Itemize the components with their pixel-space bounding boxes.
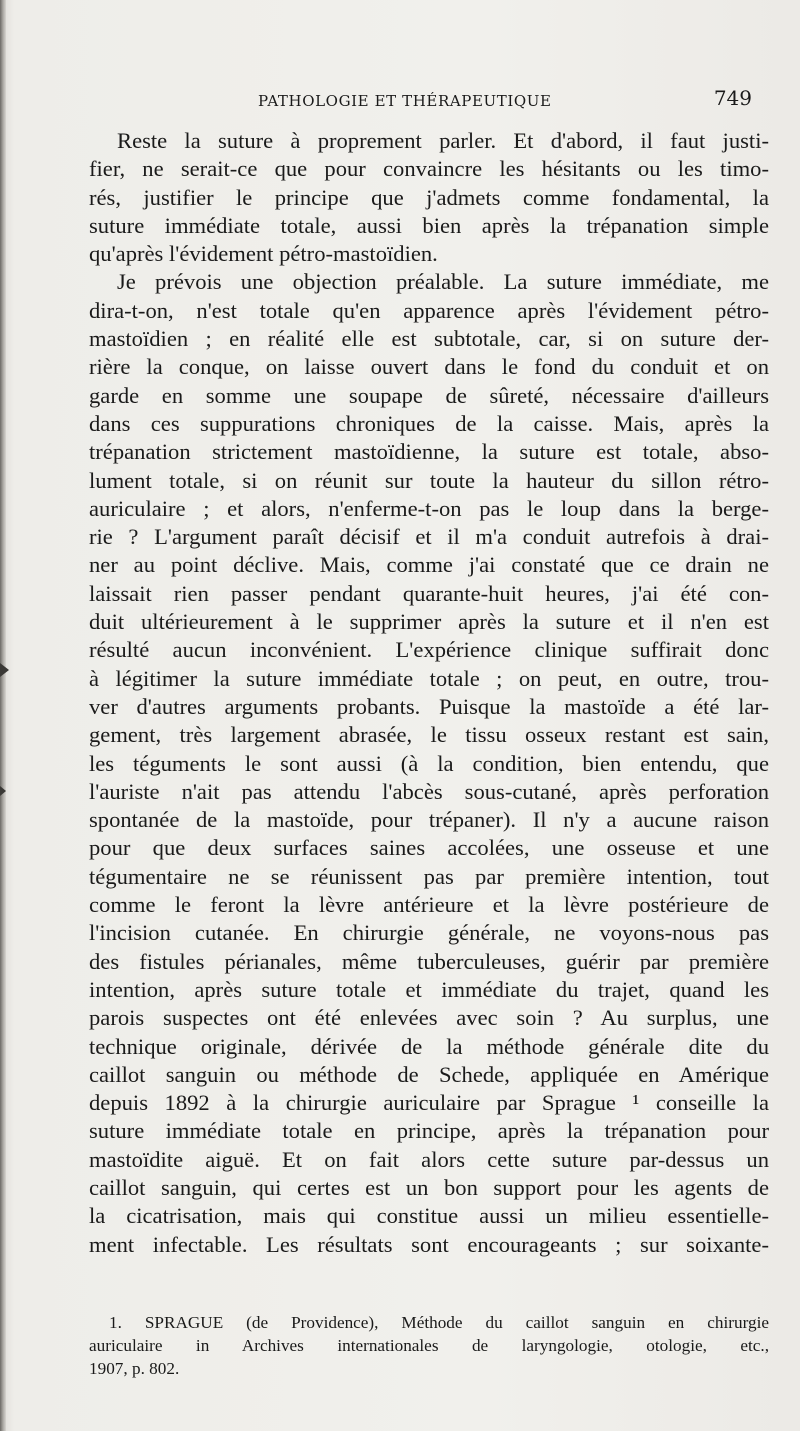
text-line: spontanée de la mastoïde, pour trépaner). Il n'y a aucune raison <box>89 807 769 833</box>
body-text <box>89 127 769 1259</box>
text-line: pour que deux surfaces saines accolées, une osseuse et une <box>89 835 769 861</box>
running-title: PATHOLOGIE ET THÉRAPEUTIQUE <box>258 92 552 110</box>
text-line: laissait rien passer pendant quarante-huit heures, j'ai été con- <box>89 580 769 606</box>
text-line: mastoïdite aiguë. Et on fait alors cette suture par-dessus un <box>89 1146 769 1172</box>
text-line: suture immédiate totale, aussi bien après la trépanation simple <box>89 212 769 238</box>
text-line: rière la conque, on laisse ouvert dans le fond du conduit et on <box>89 354 769 380</box>
text-line: rie ? L'argument paraît décisif et il m'a conduit autrefois à drai- <box>89 524 769 550</box>
text-line: ner au point déclive. Mais, comme j'ai constaté que ce drain ne <box>89 552 769 578</box>
text-line: les téguments le sont aussi (à la condition, bien entendu, que <box>89 750 769 776</box>
text-line: caillot sanguin ou méthode de Schede, appliquée en Amérique <box>89 1061 769 1087</box>
text-line: qu'après l'évidement pétro-mastoïdien. <box>89 241 438 267</box>
text-line: des fistules périanales, même tuberculeuses, guérir par première <box>89 948 769 974</box>
text-line: gement, très largement abrasée, le tissu osseux restant est sain, <box>89 722 769 748</box>
footnote-line: 1907, p. 802. <box>89 1359 180 1378</box>
text-line: ver d'autres arguments probants. Puisque la mastoïde a été lar- <box>89 693 769 719</box>
text-line: garde en somme une soupape de sûreté, nécessaire d'ailleurs <box>89 382 769 408</box>
text-line: ment infectable. Les résultats sont encourageants ; sur soixante- <box>89 1231 769 1257</box>
text-line: parois suspectes ont été enlevées avec soin ? Au surplus, une <box>89 1005 769 1031</box>
text-line: trépanation strictement mastoïdienne, la suture est totale, abso- <box>89 439 769 465</box>
footnote-line: auriculaire in Archives internationales de laryngologie, otologie, etc., <box>89 1336 769 1355</box>
text-line: mastoïdien ; en réalité elle est subtotale, car, si on suture der- <box>89 326 769 352</box>
text-line: lument totale, si on réunit sur toute la hauteur du sillon rétro- <box>89 467 769 493</box>
page-number: 749 <box>713 86 752 110</box>
text-line: l'incision cutanée. En chirurgie générale, ne voyons-nous pas <box>89 920 769 946</box>
text-line: auriculaire ; et alors, n'enferme-t-on pas le loup dans la berge- <box>89 495 769 521</box>
footnote-line: 1. SPRAGUE (de Providence), Méthode du caillot sanguin en chirurgie <box>109 1313 769 1332</box>
text-line: tégumentaire ne se réunissent pas par première intention, tout <box>89 863 769 889</box>
running-head <box>90 86 770 116</box>
text-line: depuis 1892 à la chirurgie auriculaire par Sprague ¹ conseille la <box>89 1090 769 1116</box>
text-line: technique originale, dérivée de la méthode générale dite du <box>89 1033 769 1059</box>
page-binding-edge <box>0 0 6 1431</box>
text-line: suture immédiate totale en principe, après la trépanation pour <box>89 1118 769 1144</box>
text-line: Reste la suture à proprement parler. Et d'abord, il faut justi- <box>117 128 769 153</box>
text-line: résulté aucun inconvénient. L'expérience clinique suffirait donc <box>89 637 769 663</box>
text-line: la cicatrisation, mais qui constitue aussi un milieu essentielle- <box>89 1203 769 1229</box>
text-line: caillot sanguin, qui certes est un bon support pour les agents de <box>89 1174 769 1200</box>
text-line: rés, justifier le principe que j'admets comme fondamental, la <box>89 184 769 210</box>
text-line: intention, après suture totale et immédiate du trajet, quand les <box>89 976 769 1002</box>
text-line: fier, ne serait-ce que pour convaincre les hésitants ou les timo- <box>89 156 769 182</box>
text-line: dans ces suppurations chroniques de la caisse. Mais, après la <box>89 410 769 436</box>
text-line: Je prévois une objection préalable. La suture immédiate, me <box>117 269 769 295</box>
text-line: comme le feront la lèvre antérieure et la lèvre postérieure de <box>89 892 769 918</box>
footnote <box>89 1311 769 1380</box>
text-line: duit ultérieurement à le supprimer après la suture et il n'en est <box>89 609 769 635</box>
text-line: à légitimer la suture immédiate totale ; on peut, en outre, trou- <box>89 665 769 691</box>
text-line: dira-t-on, n'est totale qu'en apparence après l'évidement pétro- <box>89 297 769 323</box>
text-line: l'auriste n'ait pas attendu l'abcès sous-cutané, après perforation <box>89 778 769 804</box>
